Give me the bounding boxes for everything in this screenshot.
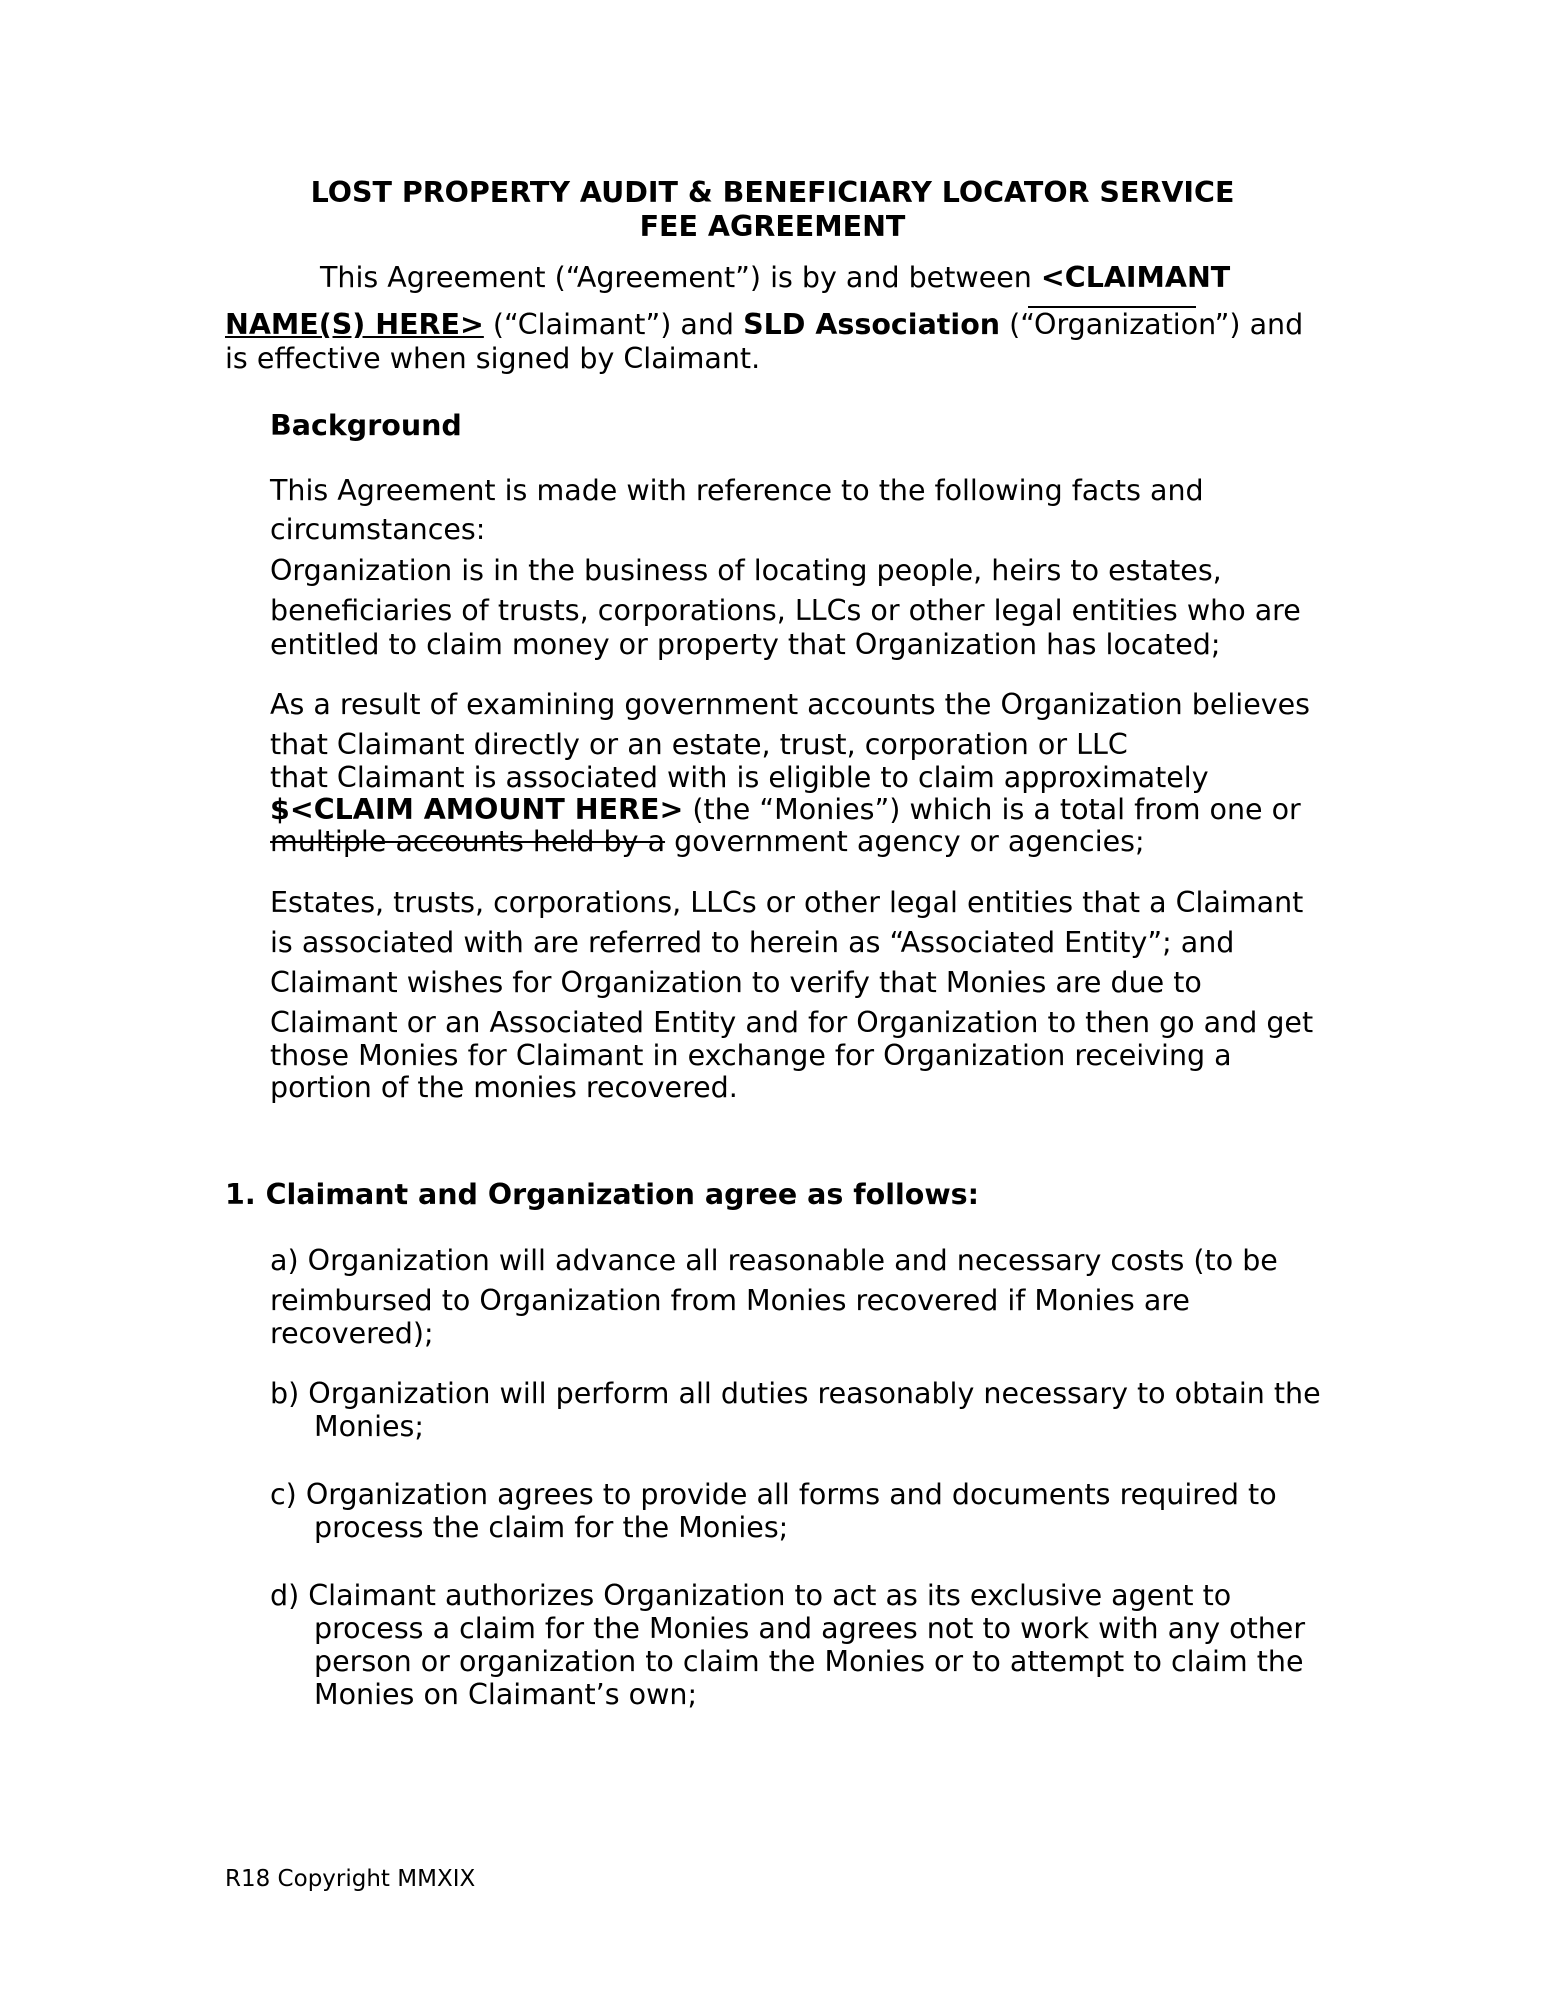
claimant-name-placeholder-b: NAME(S) HERE> (225, 308, 484, 341)
organization-name: SLD Association (743, 308, 1001, 341)
claimant-name-placeholder-a: <CLAIMANT (1040, 261, 1231, 294)
background-heading (270, 409, 462, 442)
background-line: Claimant or an Associated Entity and for Organization to then go and get (270, 1006, 1314, 1039)
intro-line-3: is effective when signed by Claimant. (225, 342, 761, 375)
clause-d-line: process a claim for the Monies and agrees not to work with any other (314, 1612, 1306, 1645)
background-line: portion of the monies recovered. (270, 1071, 738, 1104)
background-line: beneficiaries of trusts, corporations, LLCs or other legal entities who are (270, 594, 1301, 627)
clause-d-line: d) Claimant authorizes Organization to act as its exclusive agent to (270, 1579, 1232, 1612)
struck-line-rest: government agency or agencies; (665, 825, 1145, 858)
clause-d-line: person or organization to claim the Monies or to attempt to claim the (314, 1645, 1304, 1678)
section-1-heading-text: 1. Claimant and Organization agree as follows: (225, 1178, 980, 1211)
background-line: Organization is in the business of locating people, heirs to estates, (270, 554, 1222, 587)
clause-b-line: b) Organization will perform all duties reasonably necessary to obtain the (270, 1377, 1321, 1410)
clause-c-line: process the claim for the Monies; (314, 1511, 789, 1544)
intro-line-1 (320, 261, 1230, 294)
intro-claimant-text: (“Claimant”) and (483, 308, 744, 341)
struck-line (270, 825, 1145, 858)
clause-a-line: reimbursed to Organization from Monies recovered if Monies are (270, 1284, 1190, 1317)
document-title-line-1: LOST PROPERTY AUDIT & BENEFICIARY LOCATOR SERVICE (310, 176, 1235, 209)
document-title-line-2: FEE AGREEMENT (639, 210, 906, 243)
intro-line-2 (225, 308, 1303, 341)
claim-amount-text: (the “Monies”) which is a total from one or (683, 793, 1301, 826)
clause-b-line: Monies; (314, 1410, 424, 1443)
background-line: circumstances: (270, 513, 486, 546)
background-line: entitled to claim money or property that Organization has located; (270, 628, 1221, 661)
background-line: that Claimant directly or an estate, trust, corporation or LLC (270, 728, 1128, 761)
clause-a-line: a) Organization will advance all reasonable and necessary costs (to be (270, 1244, 1278, 1277)
background-line: Estates, trusts, corporations, LLCs or other legal entities that a Claimant (270, 886, 1304, 919)
background-line: Claimant wishes for Organization to verify that Monies are due to (270, 966, 1202, 999)
claim-amount-line (270, 793, 1301, 826)
clause-d-line: Monies on Claimant’s own; (314, 1678, 698, 1711)
clause-c-line: c) Organization agrees to provide all forms and documents required to (270, 1478, 1277, 1511)
section-1-heading (225, 1178, 979, 1211)
clause-a-line: recovered); (270, 1317, 434, 1350)
claim-amount-placeholder: $<CLAIM AMOUNT HERE> (270, 793, 684, 826)
background-line: those Monies for Claimant in exchange for Organization receiving a (270, 1039, 1232, 1072)
intro-prefix: This Agreement (“Agreement”) is by and between (320, 261, 1041, 294)
background-line: that Claimant is associated with is eligible to claim approximately (270, 761, 1209, 794)
background-line: This Agreement is made with reference to the following facts and (270, 474, 1204, 507)
background-line: As a result of examining government accounts the Organization believes (270, 688, 1310, 721)
footer-copyright: R18 Copyright MMXIX (225, 1866, 476, 1892)
struck-through-text: multiple accounts held by a (270, 825, 666, 858)
background-heading-text: Background (270, 409, 462, 442)
intro-organization-text: (“Organization”) and (1000, 308, 1304, 341)
background-line: is associated with are referred to herein as “Associated Entity”; and (270, 926, 1235, 959)
